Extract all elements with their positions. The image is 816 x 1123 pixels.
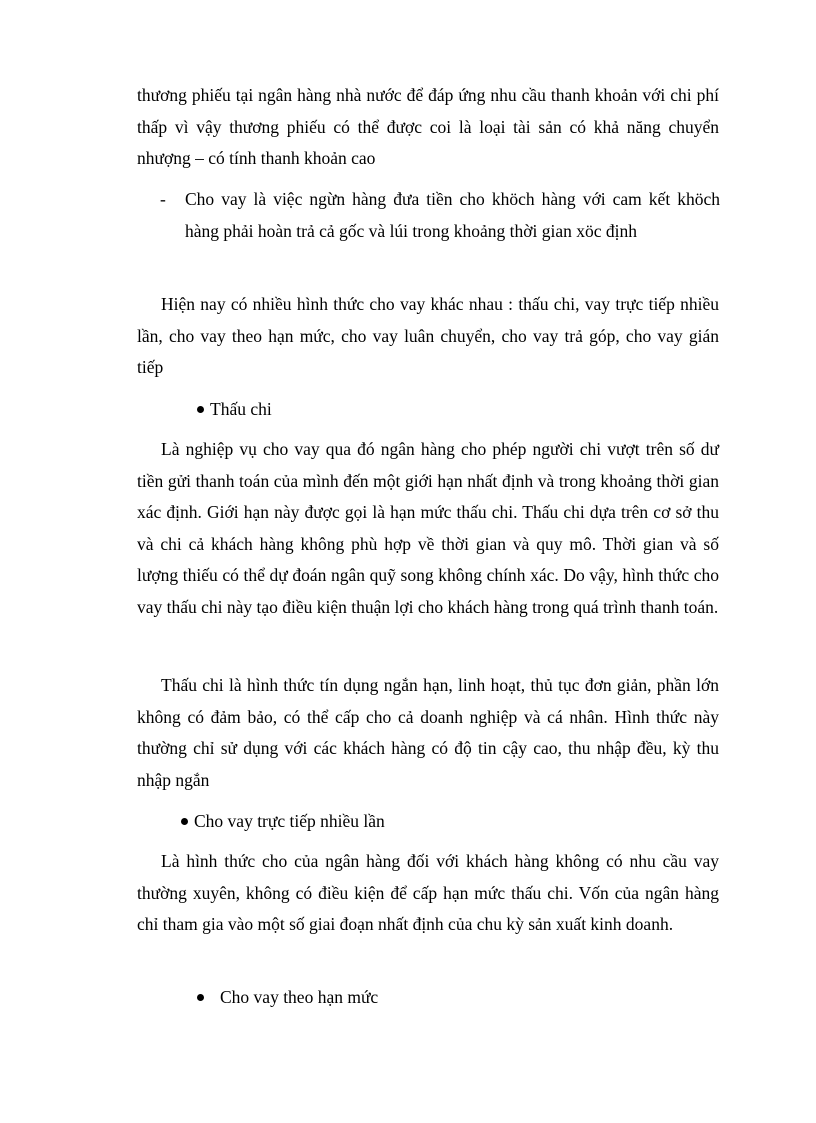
paragraph-thau-chi-definition: Là nghiệp vụ cho vay qua đó ngân hàng cho phép người chi vượt trên số dư tiền gửi thanh toán của mình đến một giới hạn nhất định và trong khoảng thời gian xác định. Giới hạn này được gọi là hạn mức thấu chi. Thấu chi dựa trên cơ sở thu và chi cả khách hàng không phù hợp về thời gian và quy mô. Thời gian và số lượng thiếu có thể dự đoán ngân quỹ song không chính xác. Do vậy, hình thức cho vay thấu chi này tạo điều kiện thuận lợi cho khách hàng trong quá trình thanh toán. <box>137 439 719 617</box>
bullet-heading-text: Thấu chi <box>210 399 272 419</box>
bullet-dot-icon <box>181 818 188 825</box>
bullet-heading-thau-chi <box>197 394 272 426</box>
bullet-heading-han-muc <box>197 982 378 1014</box>
dash-item-text: Cho vay là việc ngừn hàng đưa tiền cho khöch hàng với cam kết khöch hàng phải hoàn trả cả gốc và lúi trong khoảng thời gian xöc định <box>185 189 720 241</box>
paragraph-continuation: thương phiếu tại ngân hàng nhà nước để đáp ứng nhu cầu thanh khoản với chi phí thấp vì vậy thương phiếu có thể được coi là loại tài sản có khả năng chuyển nhượng – có tính thanh khoản cao <box>137 85 719 168</box>
bullet-heading-vay-truc-tiep <box>181 806 385 838</box>
bullet-heading-text: Cho vay theo hạn mức <box>220 987 379 1007</box>
paragraph-vay-truc-tiep-definition: Là hình thức cho của ngân hàng đối với khách hàng không có nhu cầu vay thường xuyên, không có điều kiện để cấp hạn mức thấu chi. Vốn của ngân hàng chỉ tham gia vào một số giai đoạn nhất định của chu kỳ sản xuất kinh doanh. <box>137 851 719 934</box>
dash-list-item <box>160 184 720 279</box>
paragraph-thau-chi-features: Thấu chi là hình thức tín dụng ngắn hạn, linh hoạt, thủ tục đơn giản, phần lớn không có đảm bảo, có thể cấp cho cả doanh nghiệp và cá nhân. Hình thức này thường chỉ sử dụng với các khách hàng có độ tin cậy cao, thu nhập đều, kỳ thu nhập ngắn <box>137 675 719 790</box>
bullet-dot-icon <box>197 994 204 1001</box>
bullet-heading-text: Cho vay trực tiếp nhiều lần <box>194 811 385 831</box>
paragraph-loan-forms: Hiện nay có nhiều hình thức cho vay khác nhau : thấu chi, vay trực tiếp nhiều lần, cho vay theo hạn mức, cho vay luân chuyển, cho vay trả góp, cho vay gián tiếp <box>137 294 719 377</box>
bullet-dot-icon <box>197 406 204 413</box>
dash-marker: - <box>160 189 166 209</box>
